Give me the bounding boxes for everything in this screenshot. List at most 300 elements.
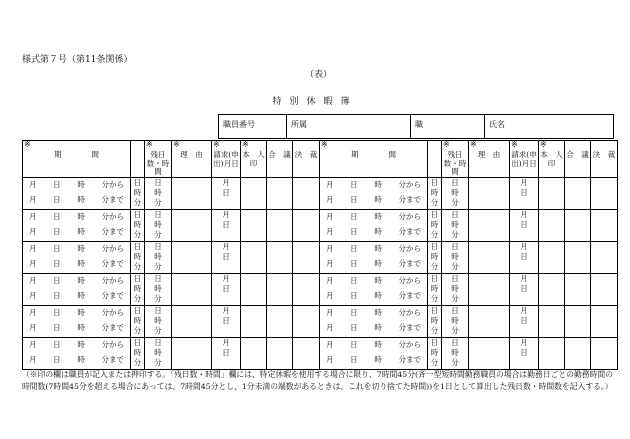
reason-cell[interactable] <box>172 177 212 209</box>
period-to-unit: 日 <box>350 323 358 333</box>
period-cell[interactable] <box>23 273 131 305</box>
mark-icon: ※ <box>24 140 31 149</box>
unit-label: 日 <box>133 273 142 283</box>
unit-label: 分 <box>154 325 162 335</box>
remaining-header-label: 残日数・時間 <box>146 150 170 177</box>
period-to-unit: 日 <box>53 355 61 365</box>
period-to-unit: 時 <box>374 323 382 333</box>
units-cell <box>428 273 442 305</box>
period-to-unit: 月 <box>29 195 37 205</box>
period-from-unit: 分から <box>101 276 124 286</box>
period-from-unit: 分から <box>101 244 124 254</box>
seal-header <box>539 141 565 178</box>
consult-cell[interactable] <box>267 273 293 305</box>
period-from-unit: 時 <box>77 276 85 286</box>
approve-cell[interactable] <box>591 177 618 209</box>
unit-label: 時 <box>451 283 459 293</box>
claim-header-label: 請求(申出)月日 <box>511 150 537 168</box>
seal-cell[interactable] <box>241 337 267 369</box>
period-to-unit: 日 <box>350 259 358 269</box>
period-to-line <box>23 225 130 240</box>
mark-icon: ※ <box>173 140 180 149</box>
approve-cell[interactable] <box>293 209 320 241</box>
approve-header-label: 決 裁 <box>294 150 318 159</box>
period-to-unit: 日 <box>350 291 358 301</box>
remaining-cell[interactable] <box>145 337 172 369</box>
unit-label: 時 <box>451 187 459 197</box>
period-from-unit: 分から <box>398 180 421 190</box>
period-from-unit: 月 <box>326 340 334 350</box>
period-to-unit: 日 <box>350 355 358 365</box>
unit-label: 日 <box>430 241 439 251</box>
form-side-label: （表） <box>305 70 333 80</box>
unit-label: 日 <box>430 209 439 219</box>
approve-cell[interactable] <box>293 241 320 273</box>
remaining-header <box>442 141 469 178</box>
footnote: （※印の欄は職員が記入または押印する。「残日数・時間」欄には、特定休暇を使用する場合に限り、7時間45分(斉一型短時間勤務職員の場合は勤務日ごとの勤務時間の時間数(7時間45分を超える場合にあっては、7時間45分とし、1分未満の端数があるときは、これを切り捨てた時間))を1日として算出した残日数・時間数を記入する。） <box>22 370 613 391</box>
period-from-unit: 月 <box>29 180 37 190</box>
claim-cell[interactable] <box>510 305 539 337</box>
period-cell[interactable] <box>23 241 131 273</box>
claim-unit: 月 <box>520 177 528 187</box>
claim-unit: 日 <box>520 283 528 293</box>
period-to-unit: 時 <box>374 259 382 269</box>
period-to-unit: 分まで <box>101 227 124 237</box>
consult-cell[interactable] <box>267 209 293 241</box>
unit-label: 日 <box>430 177 439 187</box>
period-from-line <box>23 306 130 321</box>
unit-label: 日 <box>451 305 459 315</box>
period-from-unit: 月 <box>29 212 37 222</box>
approve-header <box>293 141 320 178</box>
table-row <box>23 305 320 337</box>
units-header <box>428 141 442 178</box>
remaining-cell[interactable] <box>442 337 469 369</box>
period-to-unit: 月 <box>326 195 334 205</box>
remaining-cell[interactable] <box>442 273 469 305</box>
name-field[interactable] <box>485 115 613 138</box>
employee-no-label: 職員番号 <box>223 120 255 129</box>
claim-unit: 日 <box>520 219 528 229</box>
reason-cell[interactable] <box>172 305 212 337</box>
remaining-header-label: 残日数・時間 <box>443 150 467 177</box>
period-from-unit: 月 <box>29 244 37 254</box>
period-from-unit: 日 <box>53 340 61 350</box>
unit-label: 分 <box>451 229 459 239</box>
unit-label: 時 <box>430 251 439 261</box>
remaining-header <box>145 141 172 178</box>
period-to-unit: 分まで <box>101 355 124 365</box>
approve-header-label: 決 裁 <box>592 150 616 159</box>
seal-cell[interactable] <box>539 273 565 305</box>
unit-label: 分 <box>133 357 142 367</box>
unit-label: 日 <box>430 273 439 283</box>
period-from-unit: 日 <box>53 276 61 286</box>
period-to-line <box>23 353 130 368</box>
period-to-unit: 時 <box>374 291 382 301</box>
period-from-line <box>23 178 130 193</box>
period-to-unit: 時 <box>77 291 85 301</box>
reason-cell[interactable] <box>469 241 510 273</box>
period-from-line <box>23 210 130 225</box>
period-to-unit: 日 <box>53 323 61 333</box>
unit-label: 分 <box>133 261 142 271</box>
table-row <box>23 209 320 241</box>
unit-label: 日 <box>154 209 162 219</box>
unit-label: 分 <box>451 261 459 271</box>
period-to-unit: 日 <box>350 195 358 205</box>
reason-cell[interactable] <box>469 177 510 209</box>
period-header <box>320 141 428 178</box>
consult-cell[interactable] <box>267 177 293 209</box>
unit-label: 日 <box>451 209 459 219</box>
unit-label: 時 <box>133 283 142 293</box>
unit-label: 時 <box>451 315 459 325</box>
units-cell <box>428 209 442 241</box>
period-to-line <box>23 289 130 304</box>
remaining-cell[interactable] <box>145 241 172 273</box>
period-from-unit: 日 <box>350 180 358 190</box>
units-cell <box>428 337 442 369</box>
claim-cell[interactable] <box>212 337 241 369</box>
reason-cell[interactable] <box>172 337 212 369</box>
period-from-unit: 月 <box>29 340 37 350</box>
unit-label: 日 <box>133 305 142 315</box>
period-cell[interactable] <box>23 305 131 337</box>
claim-header <box>510 141 539 178</box>
period-to-unit: 分まで <box>398 355 421 365</box>
period-to-unit: 月 <box>29 323 37 333</box>
claim-cell[interactable] <box>510 337 539 369</box>
table-row <box>23 177 320 209</box>
period-from-line <box>320 306 427 321</box>
seal-cell[interactable] <box>539 241 565 273</box>
period-to-unit: 時 <box>374 355 382 365</box>
period-from-unit: 日 <box>53 212 61 222</box>
table-row <box>320 209 618 241</box>
consult-cell[interactable] <box>565 337 591 369</box>
claim-unit: 月 <box>520 337 528 347</box>
unit-label: 日 <box>154 177 162 187</box>
period-from-line <box>320 274 427 289</box>
claim-unit: 日 <box>222 219 230 229</box>
seal-cell[interactable] <box>539 337 565 369</box>
reason-header <box>469 141 510 178</box>
units-cell <box>131 273 145 305</box>
claim-unit: 月 <box>520 273 528 283</box>
consult-cell[interactable] <box>267 305 293 337</box>
units-cell <box>428 177 442 209</box>
unit-label: 時 <box>430 315 439 325</box>
remaining-cell[interactable] <box>145 209 172 241</box>
claim-unit: 日 <box>222 251 230 261</box>
unit-label: 日 <box>430 305 439 315</box>
period-from-unit: 時 <box>374 276 382 286</box>
approve-cell[interactable] <box>591 273 618 305</box>
unit-label: 日 <box>451 241 459 251</box>
unit-label: 日 <box>154 305 162 315</box>
unit-label: 時 <box>154 347 162 357</box>
units-cell <box>131 337 145 369</box>
unit-label: 時 <box>451 219 459 229</box>
form-title: 特別休暇簿 <box>272 97 358 107</box>
leave-grid-body <box>23 141 320 370</box>
period-from-unit: 日 <box>53 308 61 318</box>
claim-cell[interactable] <box>510 177 539 209</box>
period-from-unit: 月 <box>326 308 334 318</box>
period-to-unit: 分まで <box>398 227 421 237</box>
unit-label: 分 <box>133 229 142 239</box>
period-cell[interactable] <box>23 337 131 369</box>
reason-cell[interactable] <box>469 273 510 305</box>
claim-cell[interactable] <box>212 209 241 241</box>
remaining-cell[interactable] <box>145 273 172 305</box>
unit-label: 日 <box>154 337 162 347</box>
period-from-unit: 時 <box>77 308 85 318</box>
period-from-unit: 日 <box>53 244 61 254</box>
consult-cell[interactable] <box>267 337 293 369</box>
unit-label: 時 <box>451 347 459 357</box>
table-row <box>320 337 618 369</box>
claim-unit: 月 <box>222 337 230 347</box>
unit-label: 日 <box>430 337 439 347</box>
period-to-unit: 月 <box>29 259 37 269</box>
unit-label: 分 <box>154 229 162 239</box>
period-to-unit: 日 <box>53 291 61 301</box>
consult-header <box>267 141 293 178</box>
remaining-cell[interactable] <box>442 241 469 273</box>
period-from-unit: 時 <box>374 308 382 318</box>
period-to-unit: 分まで <box>101 291 124 301</box>
reason-cell[interactable] <box>172 241 212 273</box>
period-cell[interactable] <box>320 273 428 305</box>
period-from-unit: 分から <box>398 212 421 222</box>
claim-unit: 月 <box>520 241 528 251</box>
period-to-line <box>320 289 427 304</box>
period-to-unit: 時 <box>374 227 382 237</box>
mark-icon: ※ <box>242 140 249 149</box>
seal-cell[interactable] <box>241 241 267 273</box>
remaining-cell[interactable] <box>442 177 469 209</box>
seal-cell[interactable] <box>241 305 267 337</box>
reason-cell[interactable] <box>469 337 510 369</box>
unit-label: 時 <box>430 187 439 197</box>
remaining-cell[interactable] <box>145 305 172 337</box>
remaining-cell[interactable] <box>145 177 172 209</box>
claim-cell[interactable] <box>510 209 539 241</box>
period-to-unit: 月 <box>326 291 334 301</box>
claim-unit: 日 <box>520 187 528 197</box>
period-cell[interactable] <box>320 177 428 209</box>
period-to-unit: 日 <box>350 227 358 237</box>
period-from-unit: 時 <box>77 340 85 350</box>
period-from-unit: 時 <box>77 244 85 254</box>
consult-cell[interactable] <box>267 241 293 273</box>
unit-label: 分 <box>430 261 439 271</box>
period-to-unit: 時 <box>374 195 382 205</box>
period-to-line <box>23 257 130 272</box>
period-to-unit: 分まで <box>398 259 421 269</box>
claim-cell[interactable] <box>510 241 539 273</box>
unit-label: 分 <box>154 197 162 207</box>
name-label: 氏名 <box>489 120 505 129</box>
period-to-unit: 日 <box>53 195 61 205</box>
position-label: 職 <box>415 120 423 129</box>
period-header <box>23 141 131 178</box>
unit-label: 日 <box>451 273 459 283</box>
claim-cell[interactable] <box>212 305 241 337</box>
unit-label: 分 <box>430 357 439 367</box>
period-cell[interactable] <box>23 177 131 209</box>
reason-header <box>172 141 212 178</box>
position-field[interactable] <box>411 115 485 138</box>
period-to-unit: 分まで <box>101 323 124 333</box>
claim-cell[interactable] <box>212 241 241 273</box>
period-cell[interactable] <box>320 241 428 273</box>
units-cell <box>131 209 145 241</box>
period-from-line <box>320 210 427 225</box>
claim-cell[interactable] <box>212 177 241 209</box>
claim-cell[interactable] <box>212 273 241 305</box>
unit-label: 日 <box>133 209 142 219</box>
unit-label: 分 <box>430 197 439 207</box>
period-to-unit: 月 <box>29 355 37 365</box>
period-from-unit: 日 <box>350 308 358 318</box>
period-cell[interactable] <box>320 337 428 369</box>
consult-cell[interactable] <box>565 209 591 241</box>
claim-unit: 日 <box>520 347 528 357</box>
units-cell <box>428 241 442 273</box>
approve-cell[interactable] <box>591 337 618 369</box>
period-to-unit: 時 <box>77 355 85 365</box>
period-from-unit: 分から <box>101 180 124 190</box>
mark-icon: ※ <box>146 140 153 149</box>
period-to-unit: 時 <box>77 227 85 237</box>
period-to-unit: 月 <box>326 355 334 365</box>
consult-cell[interactable] <box>565 177 591 209</box>
units-cell <box>131 305 145 337</box>
approve-cell[interactable] <box>591 305 618 337</box>
claim-unit: 日 <box>222 347 230 357</box>
consult-header-label: 合 議 <box>268 150 291 159</box>
table-row <box>23 273 320 305</box>
mark-icon: ※ <box>511 140 518 149</box>
period-from-unit: 月 <box>326 276 334 286</box>
remaining-cell[interactable] <box>442 305 469 337</box>
mark-icon: ※ <box>470 140 477 149</box>
unit-label: 時 <box>154 283 162 293</box>
unit-label: 日 <box>451 177 459 187</box>
period-from-unit: 分から <box>398 276 421 286</box>
reason-cell[interactable] <box>469 305 510 337</box>
period-from-line <box>320 242 427 257</box>
seal-cell[interactable] <box>539 209 565 241</box>
period-from-line <box>320 178 427 193</box>
approve-cell[interactable] <box>293 305 320 337</box>
period-from-unit: 月 <box>29 276 37 286</box>
consult-header-label: 合 議 <box>566 150 589 159</box>
seal-cell[interactable] <box>539 305 565 337</box>
claim-cell[interactable] <box>510 273 539 305</box>
claim-unit: 日 <box>222 187 230 197</box>
department-field[interactable] <box>287 115 411 138</box>
consult-header <box>565 141 591 178</box>
period-from-unit: 時 <box>77 180 85 190</box>
seal-cell[interactable] <box>539 177 565 209</box>
approve-cell[interactable] <box>293 337 320 369</box>
consult-cell[interactable] <box>565 305 591 337</box>
unit-label: 分 <box>430 229 439 239</box>
period-to-unit: 日 <box>53 259 61 269</box>
reason-header-label: 理 由 <box>180 150 203 159</box>
approve-cell[interactable] <box>293 177 320 209</box>
period-from-unit: 日 <box>350 276 358 286</box>
leave-grid-left <box>22 140 320 370</box>
employee-info-table <box>218 114 614 139</box>
approve-cell[interactable] <box>591 241 618 273</box>
seal-cell[interactable] <box>241 209 267 241</box>
reason-cell[interactable] <box>172 209 212 241</box>
claim-unit: 月 <box>222 273 230 283</box>
period-cell[interactable] <box>320 209 428 241</box>
period-from-unit: 分から <box>398 244 421 254</box>
period-to-unit: 時 <box>77 195 85 205</box>
approve-cell[interactable] <box>591 209 618 241</box>
period-to-unit: 時 <box>77 323 85 333</box>
period-header-label: 期 間 <box>54 150 99 159</box>
claim-header-label: 請求(申出)月日 <box>213 150 239 168</box>
claim-header <box>212 141 241 178</box>
units-cell <box>131 177 145 209</box>
unit-label: 分 <box>430 325 439 335</box>
consult-cell[interactable] <box>565 241 591 273</box>
reason-cell[interactable] <box>469 209 510 241</box>
mark-icon: ※ <box>443 140 450 149</box>
unit-label: 日 <box>154 273 162 283</box>
consult-cell[interactable] <box>565 273 591 305</box>
period-to-line <box>320 353 427 368</box>
period-from-unit: 分から <box>101 212 124 222</box>
unit-label: 日 <box>133 241 142 251</box>
table-row <box>320 241 618 273</box>
period-from-unit: 月 <box>326 244 334 254</box>
unit-label: 分 <box>451 357 459 367</box>
period-cell[interactable] <box>23 209 131 241</box>
employee-no-field[interactable] <box>219 115 287 138</box>
unit-label: 時 <box>133 219 142 229</box>
period-cell[interactable] <box>320 305 428 337</box>
unit-label: 分 <box>451 325 459 335</box>
reason-cell[interactable] <box>172 273 212 305</box>
approve-header <box>591 141 618 178</box>
claim-unit: 月 <box>222 209 230 219</box>
department-label: 所属 <box>291 120 307 129</box>
seal-cell[interactable] <box>241 177 267 209</box>
unit-label: 分 <box>133 293 142 303</box>
period-to-unit: 月 <box>29 227 37 237</box>
claim-unit: 日 <box>222 283 230 293</box>
unit-label: 時 <box>430 219 439 229</box>
seal-cell[interactable] <box>241 273 267 305</box>
approve-cell[interactable] <box>293 273 320 305</box>
period-from-unit: 日 <box>350 340 358 350</box>
unit-label: 日 <box>154 241 162 251</box>
unit-label: 時 <box>154 187 162 197</box>
remaining-cell[interactable] <box>442 209 469 241</box>
period-to-unit: 時 <box>77 259 85 269</box>
unit-label: 分 <box>451 293 459 303</box>
unit-label: 時 <box>430 347 439 357</box>
